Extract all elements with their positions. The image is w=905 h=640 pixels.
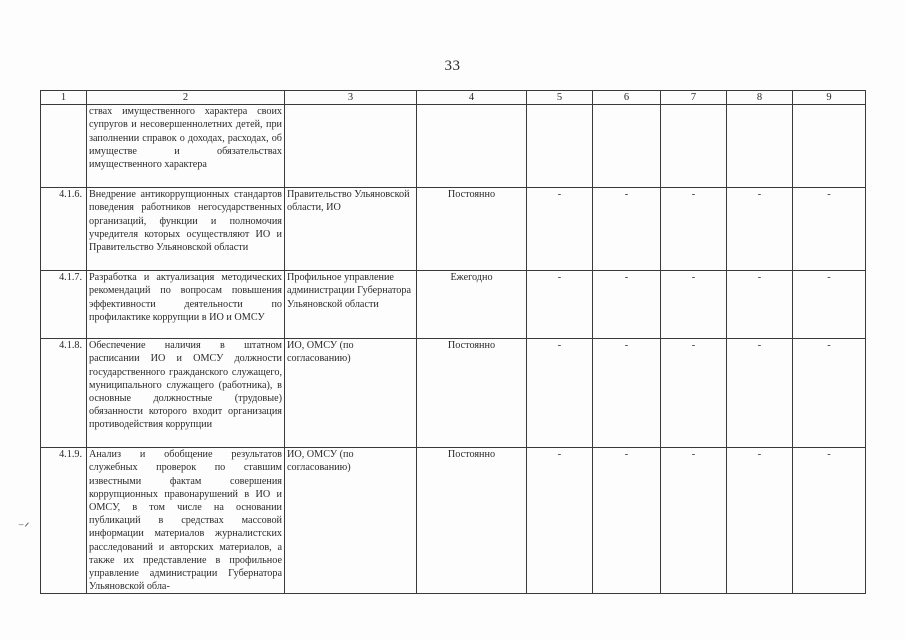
cell-col9: - (793, 448, 866, 594)
cell-col8 (727, 105, 793, 188)
cell-col6: - (593, 188, 661, 271)
table-row (41, 105, 866, 188)
cell-col5: - (527, 188, 593, 271)
table-row (41, 448, 866, 594)
cell-col8: - (727, 339, 793, 448)
column-header: 9 (793, 91, 866, 105)
measure-text: Внедрение антикоррупционных стандартов поведения работников негосударственных организаций, функции и полномочия учредителя которых осуществляют ИО и Правительство Ульяновской области (87, 188, 285, 271)
cell-col9 (793, 105, 866, 188)
column-header: 2 (87, 91, 285, 105)
cell-col8: - (727, 448, 793, 594)
term-text: Постоянно (417, 188, 527, 271)
cell-col7: - (661, 339, 727, 448)
page-number: 33 (444, 58, 461, 74)
item-number: 4.1.9. (41, 448, 87, 594)
executor-text: ИО, ОМСУ (по согласованию) (285, 448, 417, 594)
table-row (41, 271, 866, 339)
cell-col5: - (527, 271, 593, 339)
item-number: 4.1.7. (41, 271, 87, 339)
cell-col7 (661, 105, 727, 188)
cell-col5: - (527, 339, 593, 448)
item-number (41, 105, 87, 188)
column-header: 5 (527, 91, 593, 105)
executor-text (285, 105, 417, 188)
cell-col6 (593, 105, 661, 188)
cell-col6: - (593, 448, 661, 594)
term-text (417, 105, 527, 188)
table-row (41, 188, 866, 271)
cell-col8: - (727, 188, 793, 271)
term-text: Ежегодно (417, 271, 527, 339)
cell-col5: - (527, 448, 593, 594)
cell-col6: - (593, 339, 661, 448)
measure-text: Анализ и обобщение результатов служебных проверок по ставшим известными фактам совершения коррупционных правонарушений в ИО и ОМСУ, в том числе на основании публикаций в средствах массовой информации материалов журналистских расследований и авторских материалов, а также их представление в профильное управление администрации Губернатора Ульяновской обла- (87, 448, 285, 594)
measure-text: Разработка и актуализация методических рекомендаций по вопросам повышения эффективности деятельности по профилактике коррупции в ИО и ОМСУ (87, 271, 285, 339)
scan-stray-mark: ⁻ᐟ (18, 520, 30, 534)
column-header: 4 (417, 91, 527, 105)
column-header: 3 (285, 91, 417, 105)
cell-col9: - (793, 339, 866, 448)
measure-text: ствах имущественного характера своих супругов и несовершеннолетних детей, при заполнении справок о доходах, расходах, об имуществе и обязательствах имущественного характера (87, 105, 285, 188)
table-header-row (41, 91, 866, 105)
executor-text: Профильное управление администрации Губернатора Ульяновской области (285, 271, 417, 339)
cell-col8: - (727, 271, 793, 339)
executor-text: ИО, ОМСУ (по согласованию) (285, 339, 417, 448)
cell-col6: - (593, 271, 661, 339)
cell-col7: - (661, 448, 727, 594)
column-header: 1 (41, 91, 87, 105)
cell-col9: - (793, 271, 866, 339)
cell-col7: - (661, 271, 727, 339)
item-number: 4.1.6. (41, 188, 87, 271)
term-text: Постоянно (417, 448, 527, 594)
column-header: 8 (727, 91, 793, 105)
cell-col7: - (661, 188, 727, 271)
table-row (41, 339, 866, 448)
executor-text: Правительство Ульяновской области, ИО (285, 188, 417, 271)
column-header: 7 (661, 91, 727, 105)
measure-text: Обеспечение наличия в штатном расписании ИО и ОМСУ должности государственного гражданского служащего, муниципального служащего (работника), в основные должностные (трудовые) обязанности которого входит организация противодействия коррупции (87, 339, 285, 448)
term-text: Постоянно (417, 339, 527, 448)
item-number: 4.1.8. (41, 339, 87, 448)
column-header: 6 (593, 91, 661, 105)
cell-col5 (527, 105, 593, 188)
cell-col9: - (793, 188, 866, 271)
measures-table (40, 90, 866, 594)
